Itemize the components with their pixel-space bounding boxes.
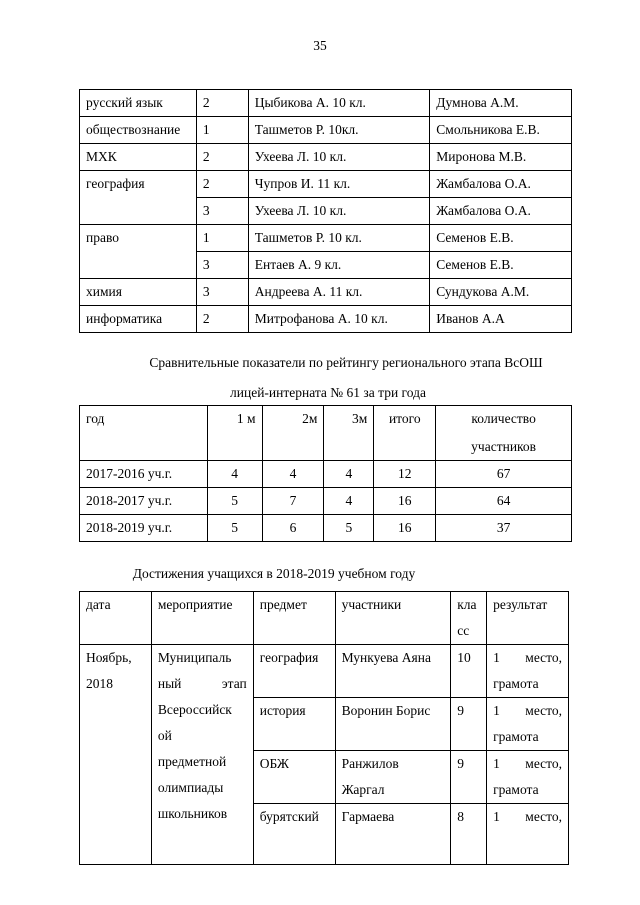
student-cell: Ташметов Р. 10 кл. [248, 225, 430, 252]
header-count [436, 406, 572, 461]
place-cell: 3 [196, 198, 248, 225]
date-line-1: Ноябрь, [86, 650, 132, 665]
header-result: результат [487, 592, 569, 645]
m2-cell: 4 [262, 461, 324, 488]
subject-cell: информатика [80, 306, 197, 333]
subject-cell [80, 198, 197, 225]
rating-caption-line-1: Сравнительные показатели по рейтингу регионального этапа ВсОШ [149, 355, 543, 370]
header-count-line-2: участников [471, 439, 537, 454]
m2-cell: 7 [262, 488, 324, 515]
grade-cell: 9 [451, 698, 487, 751]
event-line: ный этап [157, 676, 247, 691]
total-cell: 12 [374, 461, 436, 488]
event-line: Всероссийск [157, 702, 232, 717]
result-cell [487, 645, 569, 698]
grade-cell: 8 [451, 804, 487, 865]
total-cell: 16 [374, 488, 436, 515]
header-3m: 3м [324, 406, 374, 461]
place-cell: 2 [196, 144, 248, 171]
count-cell: 67 [436, 461, 572, 488]
header-2m: 2м [262, 406, 324, 461]
result-line-1: 1 место, [493, 756, 562, 771]
table-row [80, 144, 572, 171]
subject-cell: история [253, 698, 335, 751]
table-row [80, 488, 572, 515]
student-cell: Ентаев А. 9 кл. [248, 252, 430, 279]
subject-cell: ОБЖ [253, 751, 335, 804]
m1-cell: 5 [207, 515, 262, 542]
m2-cell: 6 [262, 515, 324, 542]
place-cell: 1 [196, 117, 248, 144]
student-cell: Чупров И. 11 кл. [248, 171, 430, 198]
table-row [80, 90, 572, 117]
subject-cell: право [80, 225, 197, 252]
student-cell: Андреева А. 11 кл. [248, 279, 430, 306]
teacher-cell: Семенов Е.В. [430, 225, 572, 252]
grade-cell: 10 [451, 645, 487, 698]
count-cell: 64 [436, 488, 572, 515]
m1-cell: 5 [207, 488, 262, 515]
participant-line-2: Жаргал [341, 782, 385, 797]
subject-cell: география [80, 171, 197, 198]
subject-cell: химия [80, 279, 197, 306]
event-line: Муниципаль [157, 650, 232, 665]
place-cell: 2 [196, 171, 248, 198]
teacher-cell: Думнова А.М. [430, 90, 572, 117]
table-row [80, 515, 572, 542]
place-cell: 2 [196, 306, 248, 333]
event-line: олимпиады [157, 780, 224, 795]
header-subject: предмет [253, 592, 335, 645]
teacher-cell: Жамбалова О.А. [430, 171, 572, 198]
rating-caption-line-2: лицей-интерната № 61 за три года [230, 385, 426, 400]
event-line: предметной [157, 754, 227, 769]
result-cell [487, 751, 569, 804]
participant-cell: Воронин Борис [335, 698, 451, 751]
table-row [80, 306, 572, 333]
event-cell [151, 645, 253, 865]
date-cell [80, 645, 152, 865]
student-cell: Митрофанова А. 10 кл. [248, 306, 430, 333]
table-header-row [80, 406, 572, 461]
subject-cell: русский язык [80, 90, 197, 117]
table-row [80, 252, 572, 279]
header-grade-line-1: кла [457, 597, 477, 612]
subject-cell: МХК [80, 144, 197, 171]
participant-cell: Мункуева Аяна [335, 645, 451, 698]
m3-cell: 4 [324, 461, 374, 488]
place-cell: 2 [196, 90, 248, 117]
table-row [80, 279, 572, 306]
student-cell: Цыбикова А. 10 кл. [248, 90, 430, 117]
m3-cell: 5 [324, 515, 374, 542]
count-cell: 37 [436, 515, 572, 542]
subject-cell: бурятский [253, 804, 335, 865]
header-1m: 1 м [207, 406, 262, 461]
year-cell: 2018-2019 уч.г. [80, 515, 208, 542]
m1-cell: 4 [207, 461, 262, 488]
participant-cell: Гармаева [335, 804, 451, 865]
result-cell [487, 804, 569, 865]
grade-cell: 9 [451, 751, 487, 804]
event-line: ой [157, 728, 172, 743]
teacher-cell: Иванов А.А [430, 306, 572, 333]
teacher-cell: Смольникова Е.В. [430, 117, 572, 144]
result-line-1: 1 место, [493, 703, 562, 718]
table-row [80, 117, 572, 144]
header-participants: участники [335, 592, 451, 645]
table-row [80, 645, 569, 698]
teacher-cell: Сундукова А.М. [430, 279, 572, 306]
header-event: мероприятие [151, 592, 253, 645]
place-cell: 1 [196, 225, 248, 252]
result-line-2: грамота [493, 676, 539, 691]
participant-line-1: Ранжилов [341, 756, 399, 771]
olympiad-results-table [79, 89, 572, 333]
m3-cell: 4 [324, 488, 374, 515]
header-grade [451, 592, 487, 645]
result-line-2: грамота [493, 782, 539, 797]
place-cell: 3 [196, 252, 248, 279]
result-line-2: грамота [493, 729, 539, 744]
header-total: итого [374, 406, 436, 461]
subject-cell: география [253, 645, 335, 698]
table-row [80, 461, 572, 488]
page-number: 35 [313, 38, 327, 53]
place-cell: 3 [196, 279, 248, 306]
student-cell: Ухеева Л. 10 кл. [248, 144, 430, 171]
teacher-cell: Миронова М.В. [430, 144, 572, 171]
table-header-row [80, 592, 569, 645]
rating-table [79, 405, 572, 542]
event-line: школьников [157, 806, 228, 821]
table-row [80, 171, 572, 198]
year-cell: 2017-2016 уч.г. [80, 461, 208, 488]
header-date: дата [80, 592, 152, 645]
header-count-line-1: количество [471, 411, 536, 426]
year-cell: 2018-2017 уч.г. [80, 488, 208, 515]
result-line-1: 1 место, [493, 809, 562, 824]
result-cell [487, 698, 569, 751]
participant-cell [335, 751, 451, 804]
date-line-2: 2018 [86, 676, 113, 691]
student-cell: Ташметов Р. 10кл. [248, 117, 430, 144]
header-grade-line-2: сс [457, 623, 470, 638]
achievements-table [79, 591, 569, 865]
header-year: год [80, 406, 208, 461]
table-row [80, 198, 572, 225]
teacher-cell: Жамбалова О.А. [430, 198, 572, 225]
result-line-1: 1 место, [493, 650, 562, 665]
achievements-caption: Достижения учащихся в 2018-2019 учебном году [132, 566, 416, 581]
teacher-cell: Семенов Е.В. [430, 252, 572, 279]
subject-cell: обществознание [80, 117, 197, 144]
student-cell: Ухеева Л. 10 кл. [248, 198, 430, 225]
subject-cell [80, 252, 197, 279]
total-cell: 16 [374, 515, 436, 542]
table-row [80, 225, 572, 252]
